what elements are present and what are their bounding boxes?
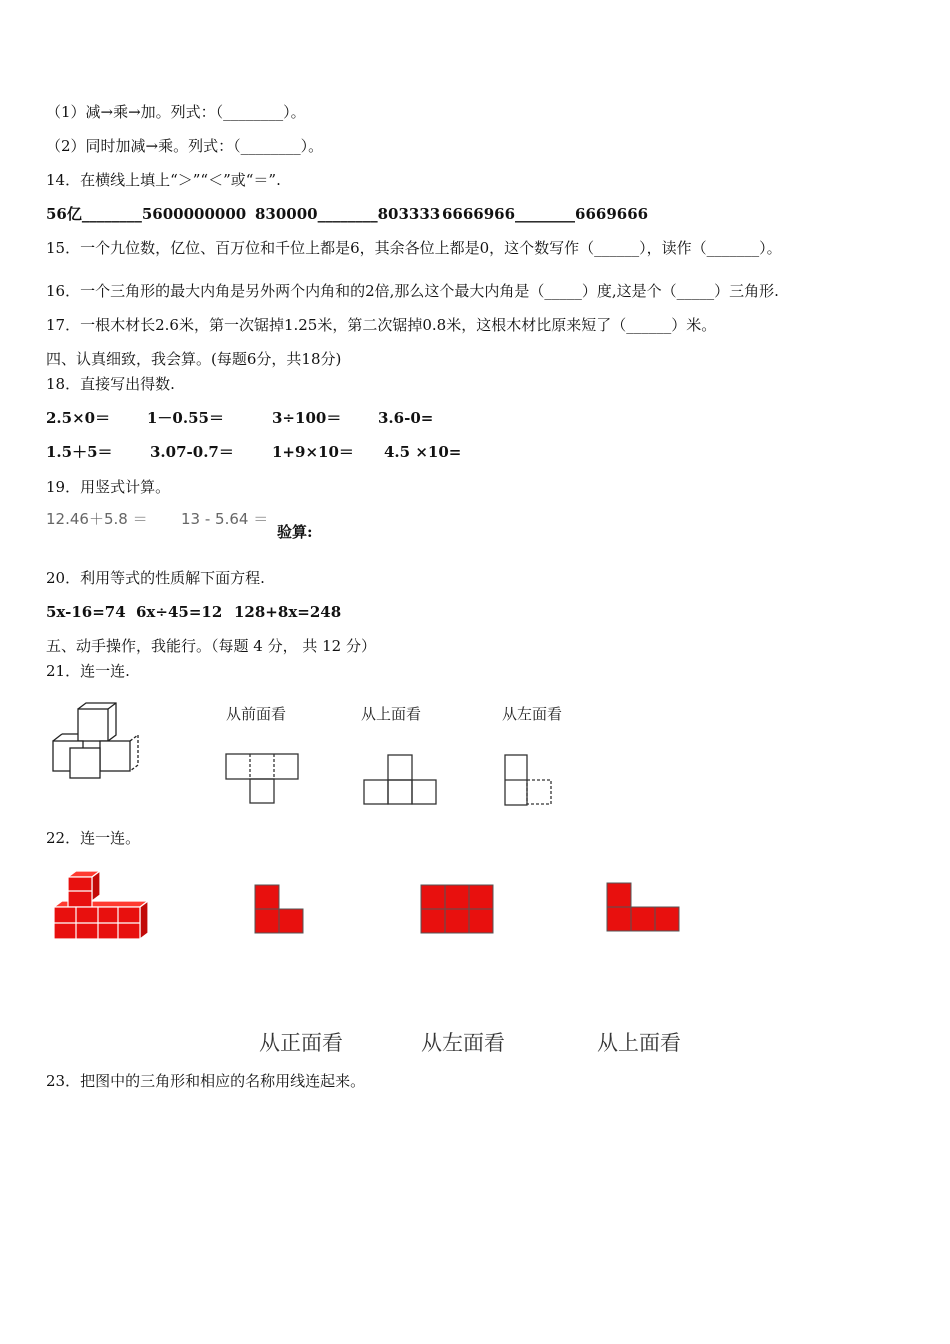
q21-caption-top: 从上面看 — [361, 705, 422, 723]
q19-expr-2: 13 - 5.64 ＝ — [181, 510, 269, 528]
section-5-heading: 五、动手操作，我能行。（每题 4 分， 共 12 分） — [46, 637, 376, 655]
q18-r1-c3: 3÷100＝ — [272, 409, 342, 427]
q16: 16．一个三角形的最大内角是另外两个内角和的2倍,那么这个最大内角是（_____）度,这是个（_____）三角形. — [46, 282, 779, 300]
q22-red-solid — [52, 869, 152, 943]
section-4-heading: 四、认真细致，我会算。(每题6分，共18分) — [46, 350, 342, 368]
q13-sub1: （1）减→乘→加。列式：（________）。 — [46, 103, 306, 121]
q22-title: 22．连一连。 — [46, 829, 141, 847]
q21-caption-front: 从前面看 — [226, 705, 287, 723]
q21-title: 21．连一连. — [46, 662, 130, 680]
q21-view-left — [503, 753, 557, 807]
q22-caption-left: 从左面看 — [421, 1031, 505, 1055]
q17: 17．一根木材长2.6米，第一次锯掉1.25米，第二次锯掉0.8米，这根木材比原来短了（______）米。 — [46, 316, 717, 334]
q23-title: 23．把图中的三角形和相应的名称用线连起来。 — [46, 1072, 366, 1090]
q22-red-view-1 — [254, 884, 306, 936]
q20-eq-2: 6x÷45=12 — [136, 603, 223, 621]
q18-r2-c4: 4.5 ×10= — [384, 443, 462, 461]
q20-title: 20．利用等式的性质解下面方程. — [46, 569, 265, 587]
q14-item-2: 830000________803333 — [255, 205, 441, 223]
q18-title: 18．直接写出得数. — [46, 375, 175, 393]
q21-caption-left: 从左面看 — [502, 705, 563, 723]
q21-cube-figure — [50, 700, 150, 782]
q22-caption-top: 从上面看 — [597, 1031, 681, 1055]
q18-r1-c2: 1－0.55＝ — [147, 409, 224, 427]
q14-item-3: 6666966________6669666 — [442, 205, 649, 223]
q13-sub2: （2）同时加减→乘。列式：（________）。 — [46, 137, 324, 155]
q19-title: 19．用竖式计算。 — [46, 478, 171, 496]
q14-title: 14．在横线上填上“＞”“＜”或“＝”. — [46, 171, 281, 189]
q18-r1-c1: 2.5×0＝ — [46, 409, 111, 427]
q21-view-top — [362, 753, 440, 807]
q19-check-label: 验算: — [277, 523, 313, 541]
q20-eq-3: 128+8x=248 — [234, 603, 342, 621]
q20-eq-1: 5x-16=74 — [46, 603, 126, 621]
q14-item-1: 56亿________5600000000 — [46, 205, 247, 223]
q18-r2-c1: 1.5＋5＝ — [46, 443, 113, 461]
q19-expr-1: 12.46＋5.8 ＝ — [46, 510, 148, 528]
q15: 15．一个九位数，亿位、百万位和千位上都是6，其余各位上都是0，这个数写作（______），读作（_______）。 — [46, 239, 782, 257]
q18-r2-c3: 1+9×10＝ — [272, 443, 354, 461]
q22-red-view-3 — [606, 882, 680, 934]
q22-red-view-2 — [420, 884, 494, 936]
q21-view-front — [224, 752, 302, 806]
q18-r2-c2: 3.07-0.7＝ — [150, 443, 234, 461]
q22-caption-front: 从正面看 — [259, 1031, 343, 1055]
q18-r1-c4: 3.6-0= — [378, 409, 434, 427]
